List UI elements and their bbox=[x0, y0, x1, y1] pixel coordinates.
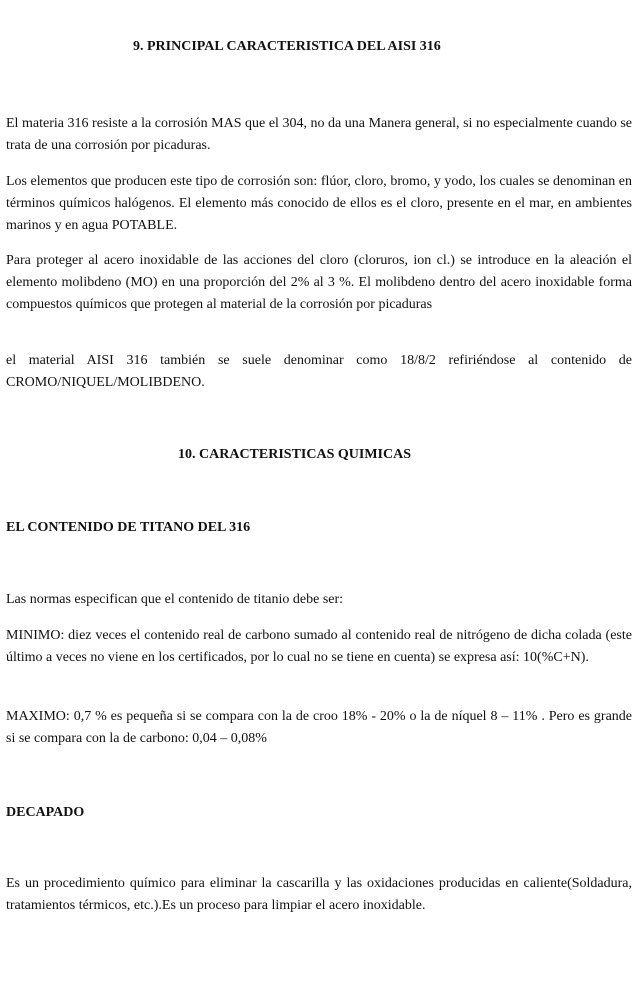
section-10-heading: 10. CARACTERISTICAS QUIMICAS bbox=[178, 447, 411, 462]
section-9-paragraph-4: el material AISI 316 también se suele denominar como 18/8/2 refiriéndose al contenido de CROMO/NIQUEL/MOLIBDENO. bbox=[6, 353, 632, 390]
titanio-paragraph-minimo: MINIMO: diez veces el contenido real de carbono sumado al contenido real de nitrógeno de dicha colada (este último a veces no viene en los certificados, por lo cual no se tiene en cuenta) se expresa así: 10(%C+N). bbox=[6, 628, 632, 665]
decapado-paragraph-1: Es un procedimiento químico para eliminar la cascarilla y las oxidaciones producidas en caliente(Soldadura, tratamientos térmicos, etc.).Es un proceso para limpiar el acero inoxidable. bbox=[6, 876, 632, 913]
titanio-paragraph-maximo: MAXIMO: 0,7 % es pequeña si se compara con la de croo 18% - 20% o la de níquel 8 – 11% . Pero es grande si se compara con la de carbono: 0,04 – 0,08% bbox=[6, 709, 632, 746]
section-9-paragraph-2: Los elementos que producen este tipo de corrosión son: flúor, cloro, bromo, y yodo, los cuales se denominan en términos químicos halógenos. El elemento más conocido de ellos es el cloro, presente en el mar, en ambientes marinos y en agua POTABLE. bbox=[6, 174, 632, 233]
titanio-heading: EL CONTENIDO DE TITANO DEL 316 bbox=[6, 520, 251, 535]
titanio-paragraph-1: Las normas especifican que el contenido de titanio debe ser: bbox=[6, 592, 344, 607]
decapado-heading: DECAPADO bbox=[6, 805, 85, 820]
section-9-paragraph-3: Para proteger al acero inoxidable de las acciones del cloro (cloruros, ion cl.) se introduce en la aleación el elemento molibdeno (MO) en una proporción del 2% al 3 %. El molibdeno dentro del acero inoxidable forma compuestos químicos que protegen al material de la corrosión por picaduras bbox=[6, 253, 632, 312]
section-9-paragraph-1: El materia 316 resiste a la corrosión MAS que el 304, no da una Manera general, si no especialmente cuando se trata de una corrosión por picaduras. bbox=[6, 116, 632, 153]
section-9-heading: 9. PRINCIPAL CARACTERISTICA DEL AISI 316 bbox=[133, 39, 441, 54]
